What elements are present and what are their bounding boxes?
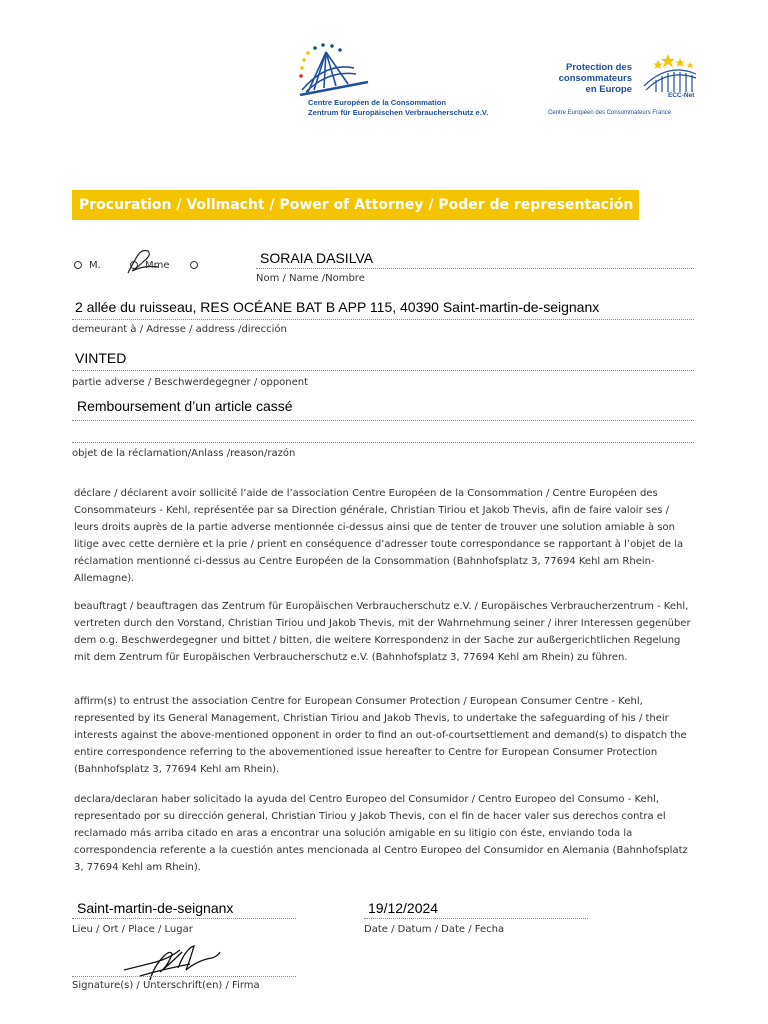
date-field[interactable]: 19/12/2024 xyxy=(368,900,439,916)
paragraph-en: affirm(s) to entrust the association Centre for European Consumer Protection / European Consumer Centre - Kehl, represented by its General Management, Christian Tiriou and Jakob Thevis, to undertake the safeguarding of his / their interests against the above-mentioned opponent in order to find an out-of-courtsettlement and demand(s) to dispatch the entire correspondence referring to the abovementioned issue hereafter to Centre for European Consumer Protection (Bahnhofsplatz 3, 77694 Kehl am Rhein). xyxy=(74,696,687,775)
radio-m[interactable] xyxy=(74,261,82,269)
date-label: Date / Datum / Date / Fecha xyxy=(364,924,505,935)
name-line xyxy=(256,268,694,269)
checkmark-scribble-icon xyxy=(124,247,164,277)
title-banner: Procuration / Vollmacht / Power of Attorney / Poder de representación xyxy=(72,190,639,220)
ecc-logo-line2: consommateurs xyxy=(558,73,632,84)
signature-line xyxy=(72,976,296,977)
ecc-net-badge: ECC-Net xyxy=(668,92,695,99)
signature-label: Signature(s) / Unterschrift(en) / Firma xyxy=(72,980,260,991)
opponent-line xyxy=(72,370,694,371)
object-field[interactable]: Remboursement d’un article cassé xyxy=(77,398,293,414)
opponent-field[interactable]: VINTED xyxy=(75,350,127,366)
address-label: demeurant à / Adresse / address /dirección xyxy=(72,324,287,335)
paragraph-es: declara/declaran haber solicitado la ayuda del Centro Europeo del Consumidor / Centro Europeo del Consumo - Kehl, representado por su dirección general, Christian Tiriou y Jakob Thevis, con el fin de hacer valer sus derechos contra el reclamado más arriba citado en aras a encontrar una solución amigable en su litigio con éste, enviando toda la correspondencia referente a la cuestión antes mencionada al Centro Europeo del Consumidor en Alemania (Bahnhofsplatz 3, 77694 Kehl am Rhein). xyxy=(74,794,688,873)
place-line xyxy=(72,918,296,919)
object-line-1 xyxy=(72,420,694,421)
paragraph-fr: déclare / déclarent avoir sollicité l’aide de l’association Centre Européen de la Consommation / Centre Européen des Consommateurs - Kehl, représentée par sa Direction générale, Christian Tiriou et Jakob Thevis, afin de faire valoir ses / leurs droits auprès de la partie adverse mentionnée ci-dessus ainsi que de tenter de trouver une solution amiable à son litige avec cette dernière et la prie / prient en conséquence d’adresser toute correspondance se rapportant à l’objet de la réclamation mentionné ci-dessus au Centre Européen de la Consommation (Bahnhofsplatz 3, 77694 Kehl am Rhein-Allemagne). xyxy=(74,488,684,584)
ecc-logo-line3: en Europe xyxy=(585,84,632,95)
address-field[interactable]: 2 allée du ruisseau, RES OCÉANE BAT B APP 115, 40390 Saint-martin-de-seignanx xyxy=(75,299,600,315)
paragraph-de: beauftragt / beauftragen das Zentrum für Europäischen Verbraucherschutz e.V. / Europäisches Verbraucherzentrum - Kehl, vertreten durch den Vorstand, Christian Tiriou und Jakob Thevis, mit der Wahrnehmung seiner / ihrer Interessen gegenüber dem o.g. Beschwerdegegner und bittet / bitten, die weitere Korrespondenz in der Sache zur außergerichtlichen Regelung mit dem Zentrum für Europäischen Verbraucherschutz e.V. (Bahnhofsplatz 3, 77694 Kehl am Rhein) zu führen. xyxy=(74,601,691,663)
place-label: Lieu / Ort / Place / Lugar xyxy=(72,924,193,935)
address-line xyxy=(72,319,694,320)
object-label: objet de la réclamation/Anlass /reason/razón xyxy=(72,448,296,459)
radio-m-label: M. xyxy=(89,260,101,271)
ecc-france-logo xyxy=(544,52,704,122)
place-field[interactable]: Saint-martin-de-seignanx xyxy=(77,900,234,916)
bridge-logo-icon xyxy=(296,40,376,100)
name-field[interactable]: SORAIA DASILVA xyxy=(260,250,374,266)
radio-mme-label: Mme xyxy=(145,260,170,271)
radio-other[interactable] xyxy=(190,261,198,269)
object-line-2 xyxy=(72,442,694,443)
name-label: Nom / Name /Nombre xyxy=(256,273,365,284)
opponent-label: partie adverse / Beschwerdegegner / opponent xyxy=(72,377,309,388)
ecc-logo-line1: Protection des xyxy=(566,62,632,73)
cec-logo-line1: Centre Européen de la Consommation xyxy=(308,98,446,107)
cec-logo xyxy=(296,40,536,122)
ecc-logo-subtitle: Centre Européen des Consommateurs France xyxy=(548,110,672,116)
cec-logo-line2: Zentrum für Europäischen Verbraucherschutz e.V. xyxy=(308,108,489,117)
date-line xyxy=(364,918,588,919)
